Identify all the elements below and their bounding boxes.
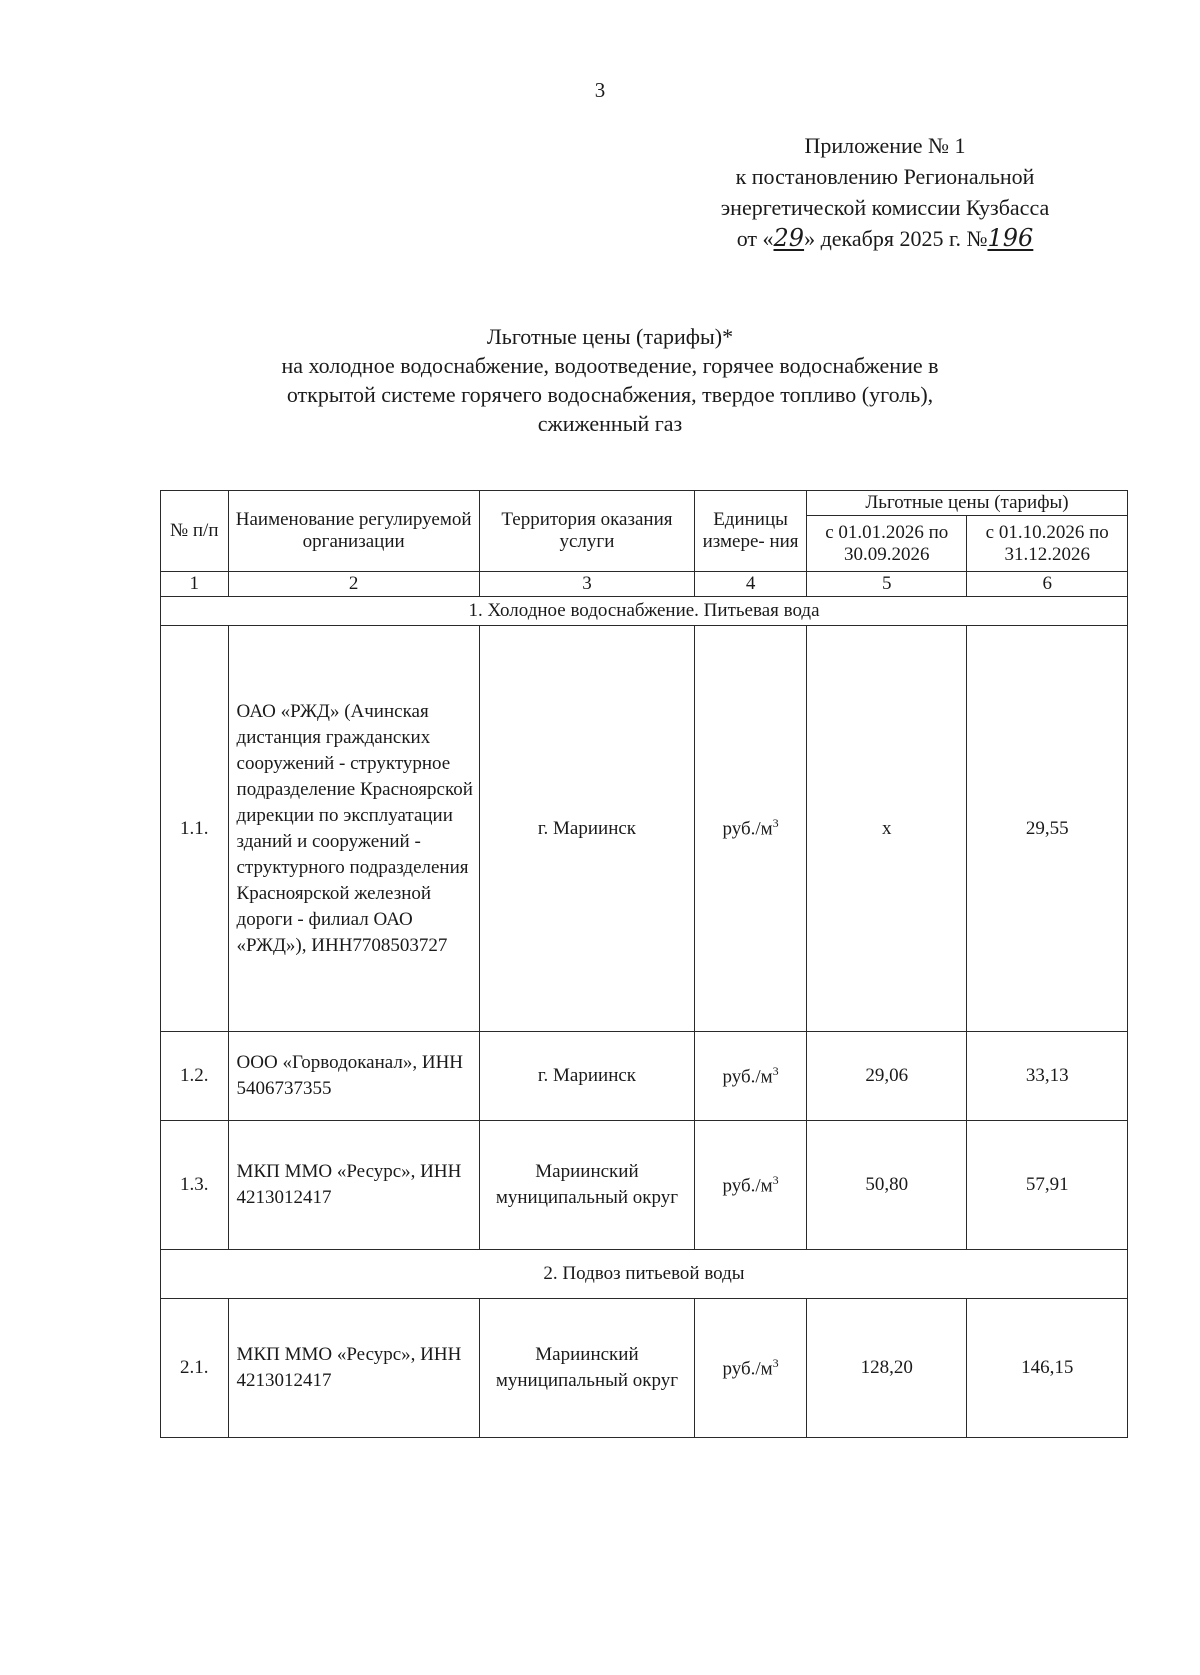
row-org: ООО «Горводоканал», ИНН 5406737355 bbox=[228, 1032, 479, 1121]
date-day-handwritten: 29 bbox=[773, 224, 805, 252]
header-prices: Льготные цены (тарифы) bbox=[807, 491, 1128, 516]
row-org: МКП ММО «Ресурс», ИНН 4213012417 bbox=[228, 1121, 479, 1250]
unit-text: руб./м bbox=[722, 1358, 773, 1380]
doc-number-handwritten: 196 bbox=[987, 224, 1034, 252]
row-territory: г. Мариинск bbox=[479, 626, 694, 1032]
header-unit: Единицы измере- ния bbox=[695, 491, 807, 572]
table-row bbox=[161, 1299, 1128, 1438]
row-unit bbox=[695, 1032, 807, 1121]
appendix-line-3: энергетической комиссии Кузбасса bbox=[720, 195, 1050, 220]
table-row bbox=[161, 1032, 1128, 1121]
col-number: 6 bbox=[967, 572, 1128, 597]
row-unit bbox=[695, 1299, 807, 1438]
section-row bbox=[161, 1250, 1128, 1299]
date-middle: » декабря 2025 г. № bbox=[804, 226, 988, 251]
row-price-2: 29,55 bbox=[967, 626, 1128, 1032]
column-number-row bbox=[161, 572, 1128, 597]
row-unit bbox=[695, 626, 807, 1032]
header-period-1: с 01.01.2026 по 30.09.2026 bbox=[807, 516, 967, 572]
table-row bbox=[161, 626, 1128, 1032]
unit-superscript: 3 bbox=[772, 1063, 779, 1078]
document-title bbox=[140, 322, 1080, 438]
unit-text: руб./м bbox=[722, 818, 773, 840]
col-number: 3 bbox=[479, 572, 694, 597]
col-number: 4 bbox=[695, 572, 807, 597]
row-org: ОАО «РЖД» (Ачинская дистанция гражданских сооружений - структурное подразделение Красноярской дирекции по эксплуатации зданий и сооружений - структурного подразделения Красноярской железной дороги - филиал ОАО «РЖД»), ИНН7708503727 bbox=[228, 626, 479, 1032]
row-price-1: 29,06 bbox=[807, 1032, 967, 1121]
tariffs-table bbox=[160, 490, 1128, 1438]
row-territory: Мариинский муниципальный округ bbox=[479, 1299, 694, 1438]
row-price-1: 50,80 bbox=[807, 1121, 967, 1250]
col-number: 2 bbox=[228, 572, 479, 597]
header-period-2: с 01.10.2026 по 31.12.2026 bbox=[967, 516, 1128, 572]
row-org: МКП ММО «Ресурс», ИНН 4213012417 bbox=[228, 1299, 479, 1438]
row-unit bbox=[695, 1121, 807, 1250]
table-row bbox=[161, 1121, 1128, 1250]
row-territory: Мариинский муниципальный округ bbox=[479, 1121, 694, 1250]
appendix-line-1: Приложение № 1 bbox=[804, 133, 966, 158]
row-price-2: 33,13 bbox=[967, 1032, 1128, 1121]
row-price-2: 57,91 bbox=[967, 1121, 1128, 1250]
header-row bbox=[161, 491, 1128, 516]
row-price-2: 146,15 bbox=[967, 1299, 1128, 1438]
row-num: 1.2. bbox=[161, 1032, 229, 1121]
unit-superscript: 3 bbox=[772, 1355, 779, 1370]
section-title: 1. Холодное водоснабжение. Питьевая вода bbox=[161, 597, 1128, 626]
title-line-3: открытой системе горячего водоснабжения, твердое топливо (уголь), bbox=[286, 382, 934, 407]
appendix-line-2: к постановлению Региональной bbox=[735, 164, 1035, 189]
row-price-1: 128,20 bbox=[807, 1299, 967, 1438]
row-num: 1.3. bbox=[161, 1121, 229, 1250]
row-price-1: х bbox=[807, 626, 967, 1032]
appendix-date-line bbox=[650, 223, 1120, 254]
appendix-header bbox=[650, 130, 1120, 254]
title-line-2: на холодное водоснабжение, водоотведение, горячее водоснабжение в bbox=[281, 353, 939, 378]
col-number: 5 bbox=[807, 572, 967, 597]
title-line-4: сжиженный газ bbox=[537, 411, 683, 436]
row-territory: г. Мариинск bbox=[479, 1032, 694, 1121]
unit-superscript: 3 bbox=[772, 816, 779, 831]
title-line-1: Льготные цены (тарифы)* bbox=[486, 324, 734, 349]
header-num: № п/п bbox=[161, 491, 229, 572]
date-prefix: от « bbox=[736, 226, 774, 251]
header-org: Наименование регулируемой организации bbox=[228, 491, 479, 572]
row-num: 2.1. bbox=[161, 1299, 229, 1438]
header-territory: Территория оказания услуги bbox=[479, 491, 694, 572]
unit-superscript: 3 bbox=[772, 1172, 779, 1187]
page-number: 3 bbox=[594, 78, 606, 102]
unit-text: руб./м bbox=[722, 1175, 773, 1197]
section-title: 2. Подвоз питьевой воды bbox=[161, 1250, 1128, 1299]
section-row bbox=[161, 597, 1128, 626]
col-number: 1 bbox=[161, 572, 229, 597]
unit-text: руб./м bbox=[722, 1066, 773, 1088]
row-num: 1.1. bbox=[161, 626, 229, 1032]
